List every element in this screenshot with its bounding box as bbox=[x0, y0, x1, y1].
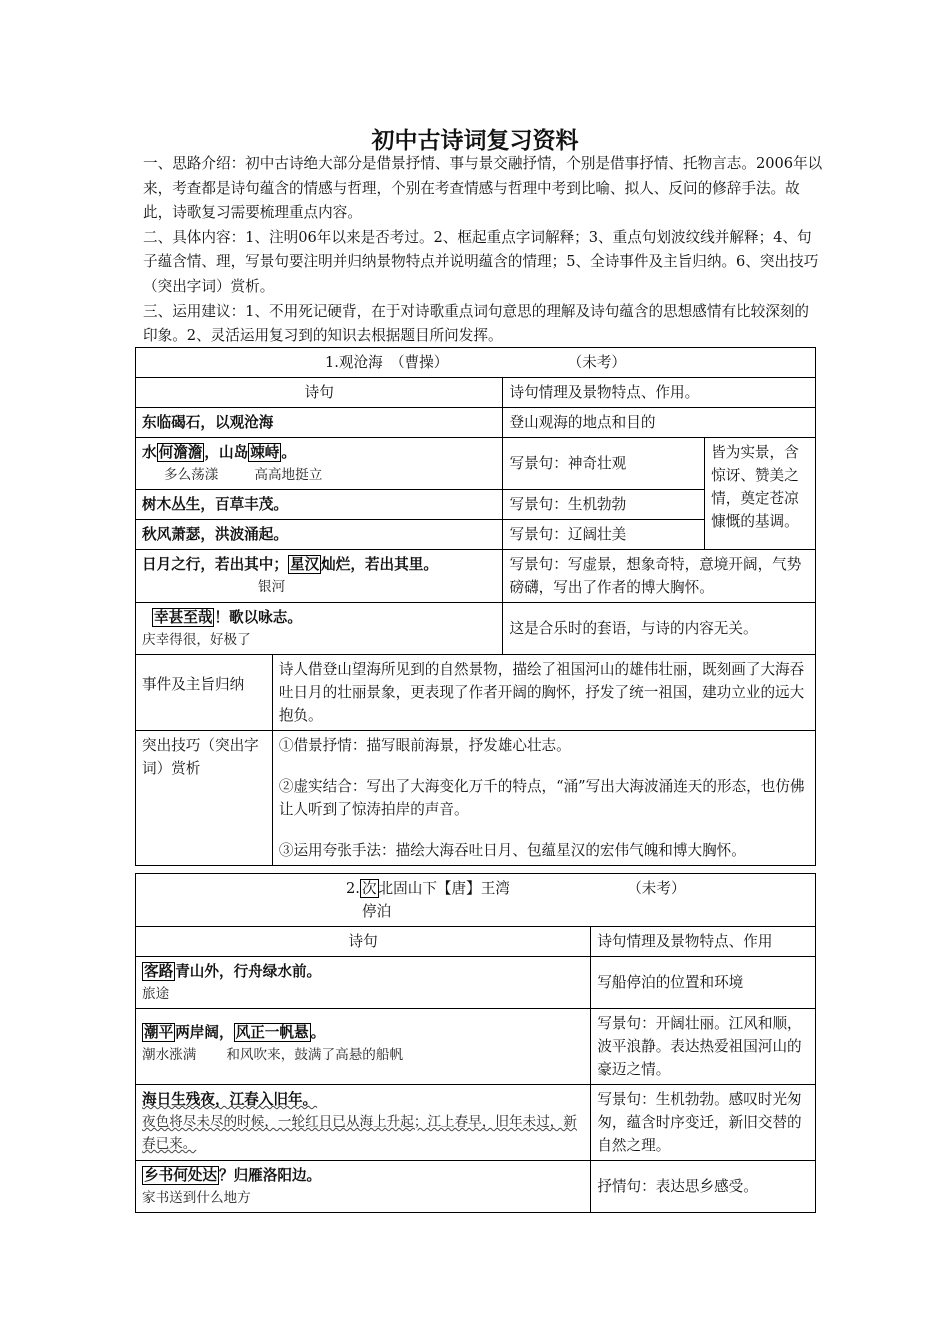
poem2-title: 北固山下【唐】王湾 bbox=[378, 880, 510, 897]
gloss-line: 家书送到什么地方 bbox=[142, 1190, 251, 1206]
poem1-verse-3: 树木丛生，百草丰茂。 bbox=[136, 490, 503, 520]
poem1-verse-4: 秋风萧瑟，洪波涌起。 bbox=[136, 520, 503, 550]
poem2-verse-1: 客路 青山外，行舟绿水前。 旅途 bbox=[136, 957, 591, 1009]
gloss-line: 多么荡漾 高高地挺立 bbox=[164, 467, 323, 483]
poem1-note-3: 写景句：生机勃勃 bbox=[503, 490, 705, 520]
key-word-box: 客路 bbox=[144, 963, 174, 980]
poem1-note-5: 写景句：写虚景，想象奇特，意境开阔，气势磅礴，写出了作者的博大胸怀。 bbox=[503, 550, 816, 603]
poem1-verse-6: 幸甚至哉 ！歌以咏志。 庆幸得很，好极了 bbox=[136, 603, 503, 655]
poem1-theme-label: 事件及主旨归纳 bbox=[136, 655, 273, 731]
poem1-note-2: 写景句：神奇壮观 bbox=[503, 438, 705, 490]
poem1-technique: ①借景抒情：描写眼前海景，抒发雄心壮志。 ②虚实结合：写出了大海变化万千的特点，“涌”写出大海波涌连天的形态，也仿佛让人听到了惊涛拍岸的声音。 ③运用夸张手法：描绘大海吞吐日月、包蕴星汉的宏伟气魄和博大胸怀。 bbox=[272, 731, 815, 866]
poem1-col-verse: 诗句 bbox=[136, 378, 503, 408]
poem1-verse-2: 水 何澹澹 ，山岛 竦峙 。 多么荡漾 高高地挺立 bbox=[136, 438, 503, 490]
gloss-line: 旅途 bbox=[142, 986, 170, 1002]
poem2-verse-2: 潮平 两岸阔， 风正一帆悬 。 潮水涨满 和风吹来，鼓满了高悬的船帆 bbox=[136, 1009, 591, 1085]
key-word-box: 幸甚至哉 bbox=[154, 609, 213, 626]
poem1-verse-5: 日月之行，若出其中； 星汉 灿烂，若出其里。 银河 bbox=[136, 550, 503, 603]
poem1-status: （未考） bbox=[567, 354, 627, 371]
key-word-box: 风正一帆悬 bbox=[235, 1024, 309, 1041]
poem2-note-2: 写景句：开阔壮丽。江风和顺，波平浪静。表达热爱祖国河山的豪迈之情。 bbox=[591, 1009, 816, 1085]
poem2-note-4: 抒情句：表达思乡感受。 bbox=[591, 1161, 816, 1213]
poem2-table bbox=[135, 873, 816, 1213]
page-title: 初中古诗词复习资料 bbox=[371, 128, 579, 154]
key-word-box: 星汉 bbox=[289, 556, 320, 573]
gloss-line: 潮水涨满 和风吹来，鼓满了高悬的船帆 bbox=[142, 1047, 404, 1063]
poem2-verse-4: 乡书何处达 ？归雁洛阳边。 家书送到什么地方 bbox=[136, 1161, 591, 1213]
key-word-box: 何澹澹 bbox=[158, 444, 203, 461]
poem1-theme: 诗人借登山望海所见到的自然景物，描绘了祖国河山的雄伟壮丽，既刻画了大海吞吐日月的壮丽景象，更表现了作者开阔的胸怀，抒发了统一祖国，建功立业的远大抱负。 bbox=[272, 655, 815, 731]
key-word-box: 乡书何处达 bbox=[144, 1167, 217, 1184]
poem1-verse-1: 东临碣石，以观沧海 bbox=[136, 408, 503, 438]
gloss-line: 银河 bbox=[258, 579, 286, 595]
intro-section bbox=[143, 152, 823, 349]
intro-paragraph-3: 三、运用建议：1、不用死记硬背，在于对诗歌重点词句意思的理解及诗句蕴含的思想感情有比较深刻的印象。2、灵活运用复习到的知识去根据题目所问发挥。 bbox=[143, 302, 810, 345]
poem1-technique-label: 突出技巧（突出字词）赏析 bbox=[136, 731, 273, 866]
poem1-note-6: 这是合乐时的套语，与诗的内容无关。 bbox=[503, 603, 816, 655]
poem1-table bbox=[135, 347, 816, 866]
poem2-number: 2. bbox=[346, 880, 360, 897]
poem2-header bbox=[136, 874, 816, 927]
poem2-note-3: 写景句：生机勃勃。感叹时光匆匆，蕴含时序变迁，新旧交替的自然之理。 bbox=[591, 1085, 816, 1161]
poem2-col-verse: 诗句 bbox=[136, 927, 591, 957]
poem2-col-analysis: 诗句情理及景物特点、作用 bbox=[591, 927, 816, 957]
poem2-note-1: 写船停泊的位置和环境 bbox=[591, 957, 816, 1009]
key-word-box: 竦峙 bbox=[250, 444, 280, 461]
poem2-status: （未考） bbox=[627, 880, 686, 897]
wavy-underlined-verse: 海日生残夜，江春入旧年。 bbox=[142, 1091, 318, 1108]
poem1-note-4: 写景句：辽阔壮美 bbox=[503, 520, 705, 550]
intro-paragraph-2: 二、具体内容：1、注明06年以来是否考过。2、框起重点字词解释；3、重点句划波纹线并解释；4、句子蕴含情、理，写景句要注明并归纳景物特点并说明蕴含的情理；5、全诗事件及主旨归纳。6、突出技巧（突出字词）赏析。 bbox=[143, 228, 819, 295]
key-word-box: 次 bbox=[361, 880, 377, 897]
gloss-line: 停泊 bbox=[362, 903, 392, 920]
poem1-header bbox=[136, 348, 816, 378]
key-word-box: 潮平 bbox=[144, 1024, 174, 1041]
intro-paragraph-1: 一、思路介绍：初中古诗绝大部分是借景抒情、事与景交融抒情，个别是借事抒情、托物言志。2006年以来，考查都是诗句蕴含的情感与哲理，个别在考查情感与哲理中考到比喻、拟人、反问的修辞手法。故此，诗歌复习需要梳理重点内容。 bbox=[143, 155, 823, 222]
gloss-line: 庆幸得很，好极了 bbox=[142, 632, 251, 648]
poem1-title: 1.观沧海 （曹操） bbox=[324, 354, 449, 371]
poem1-col-analysis: 诗句情理及景物特点、作用。 bbox=[503, 378, 816, 408]
poem2-verse-3 bbox=[136, 1085, 591, 1161]
gloss-line: 夜色将尽未尽的时候，一轮红日已从海上升起；江上春早，旧年未过，新春已来。 bbox=[142, 1114, 577, 1152]
poem1-side-note: 皆为实景，含惊讶、赞美之情，奠定苍凉慷慨的基调。 bbox=[705, 438, 816, 550]
poem1-note-1: 登山观海的地点和目的 bbox=[503, 408, 816, 438]
